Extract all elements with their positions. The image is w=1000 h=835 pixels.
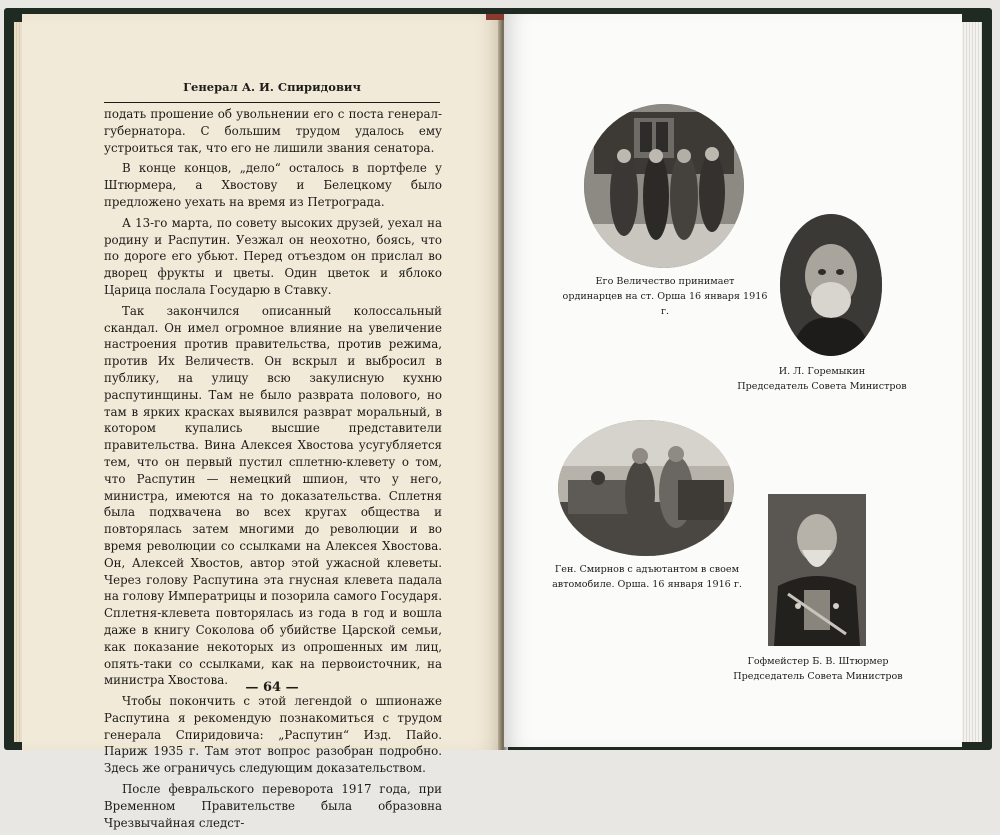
caption-line: Председатель Совета Министров bbox=[733, 671, 903, 682]
caption-review-orsha bbox=[560, 274, 770, 319]
photo-goremykin bbox=[780, 214, 882, 356]
caption-line: Его Величество принимает bbox=[595, 276, 735, 287]
paragraph: Чтобы покончить с этой легендой о шпионаже Распутина я рекомендую познакомиться с трудом генерала Спиридовича: „Распутин“ Изд. Пайо. Париж 1935 г. Там этот вопрос разобран подробно. Здесь же ограничусь следующим доказательством. bbox=[104, 694, 442, 776]
caption-line: ординарцев на ст. Орша 16 января 1916 г. bbox=[562, 291, 768, 317]
running-head: Генерал А. И. Спиридович bbox=[183, 80, 361, 94]
caption-line: Председатель Совета Министров bbox=[737, 381, 907, 392]
photo-sturmer bbox=[768, 494, 866, 646]
photo-smirnov-car bbox=[558, 420, 734, 556]
caption-line: автомобиле. Орша. 16 января 1916 г. bbox=[552, 579, 742, 590]
header-rule bbox=[104, 102, 440, 103]
caption-goremykin bbox=[730, 364, 914, 394]
caption-line: Ген. Смирнов с адъютантом в своем bbox=[554, 564, 740, 575]
caption-line: Гофмейстер Б. В. Штюрмер bbox=[747, 656, 889, 667]
paragraph: В конце концов, „дело“ осталось в портфеле у Штюрмера, а Хвостову и Белецкому было предложено уехать на время из Петрограда. bbox=[104, 161, 442, 209]
photo-review-orsha bbox=[584, 104, 744, 268]
paragraph: Так закончился описанный колоссальный скандал. Он имел огромное влияние на увеличение настроения против правительства, против режима, против Их Величеств. Он вскрыл и выбросил в публику, на улицу всю закулисную кухню распутинщины. Там не было разврата полового, но там в ярких красках выявился разврат моральный, в котором купались высшие представители правительства. Вина Алексея Хвостова усугубляется тем, что он первый пустил сплетню-клевету о том, что Распутин — немецкий шпион, что у него, министра, имеются на то доказательства. Сплетня была подхвачена во всех кругах общества и повторялась затем многими до революции и во время революции со ссылками на Алексея Хвостова. Он, Алексей Хвостов, автор этой ужасной клеветы. Через голову Распутина эта гнусная клевета падала на голову Императрицы и позорила самого Государя. Сплетня-клевета повторялась из года в год и вошла даже в книгу Соколова об убийстве Царской семьи, как показание некоторых из опрошенных им лиц, опять-таки со ссылками, как на первоисточник, на министра Хвостова. bbox=[104, 303, 442, 688]
body-text bbox=[104, 106, 442, 835]
caption-sturmer bbox=[726, 654, 910, 684]
paragraph: После февральского переворота 1917 года, при Временном Правительстве была образовна Чрезвычайная следст- bbox=[104, 782, 442, 830]
paragraph: А 13-го марта, по совету высоких друзей, уехал на родину и Распутин. Уезжал он неохотно, боясь, что по дороге его убьют. Перед отъездом он прислал во дворец фрукты и цветы. Один цветок и яблоко Царица послала Государю в Ставку. bbox=[104, 215, 442, 297]
paragraph: подать прошение об увольнении его с поста генерал-губернатора. С большим трудом удалось ему устроиться так, что его не лишили звания сенатора. bbox=[104, 107, 442, 155]
caption-smirnov-car bbox=[540, 562, 754, 592]
caption-line: И. Л. Горемыкин bbox=[778, 366, 866, 377]
page-number: — 64 — bbox=[245, 680, 299, 695]
